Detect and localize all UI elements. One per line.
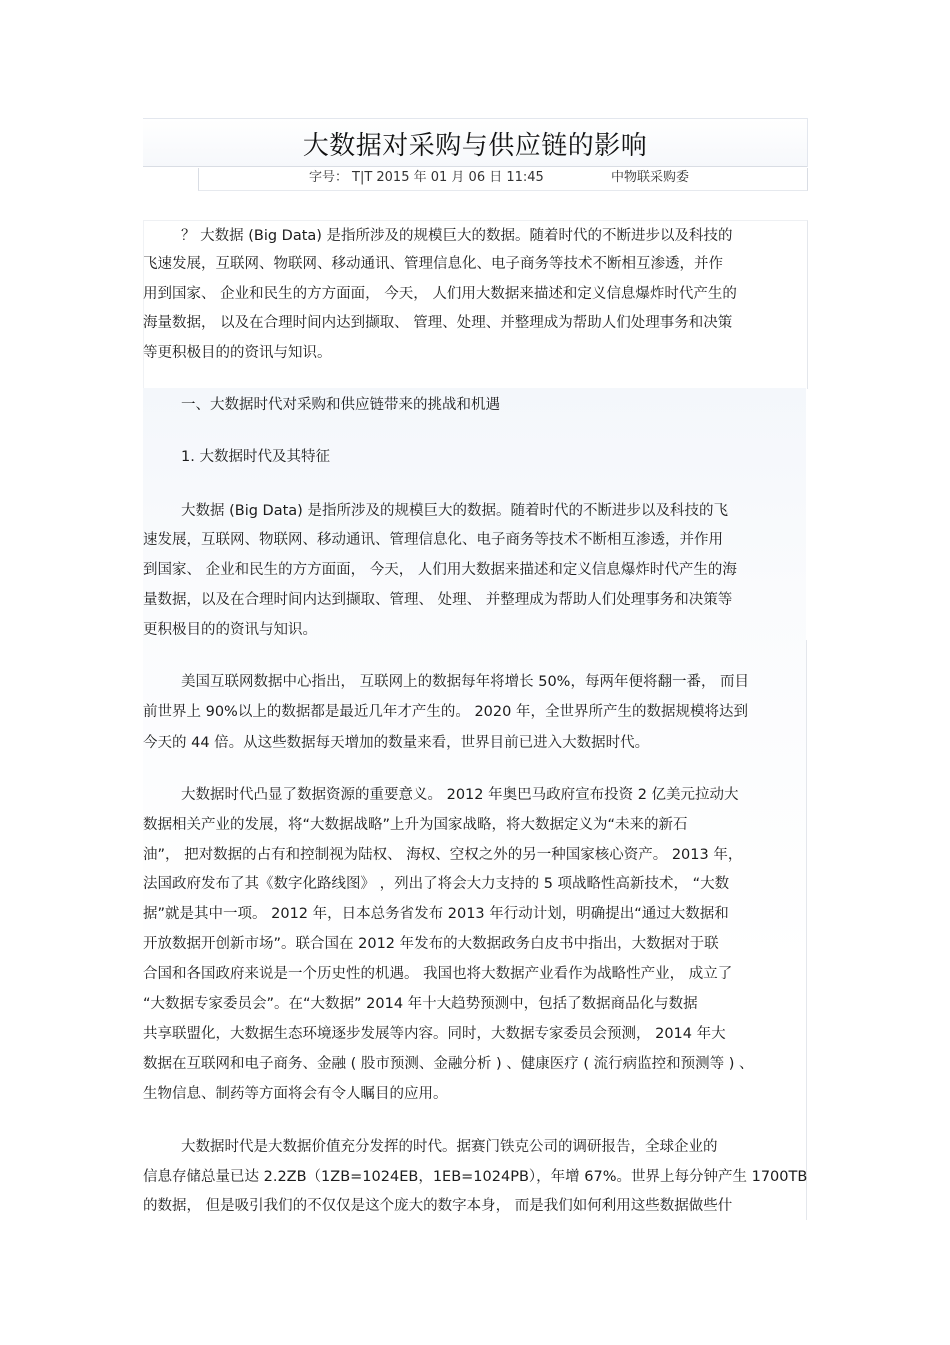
paragraph-line: 据”就是其中一项。 2012 年，日本总务省发布 2013 年行动计划，明确提出“通过大数据和 [143, 906, 729, 922]
font-size-label[interactable]: 字号： [309, 170, 349, 185]
paragraph-line: 美国互联网数据中心指出， 互联网上的数据每年将增长 50%，每两年便将翻一番， 而目 [181, 674, 750, 690]
paragraph-line: 速发展，互联网、物联网、移动通讯、管理信息化、电子商务等技术不断相互渗透，并作用 [143, 532, 723, 548]
intro-line: 海量数据， 以及在合理时间内达到撷取、 管理、处理、并整理成为帮助人们处理事务和决策 [143, 315, 733, 331]
paragraph-line: 前世界上 90%以上的数据都是最近几年才产生的。 2020 年，全世界所产生的数据规模将达到 [143, 704, 748, 720]
paragraph-line: 今天的 44 倍。从这些数据每天增加的数量来看，世界目前已进入大数据时代。 [143, 735, 650, 751]
paragraph-line: 信息存储总量已达 2.2ZB（1ZB=1024EB，1EB=1024PB），年增 67%。世界上每分钟产生 1700TB [143, 1169, 808, 1185]
intro-line: 飞速发展，互联网、物联网、移动通讯、管理信息化、电子商务等技术不断相互渗透，并作 [143, 256, 723, 272]
paragraph-line: 更积极目的的资讯与知识。 [143, 622, 317, 638]
paragraph-line: 量数据，以及在合理时间内达到撷取、管理、 处理、 并整理成为帮助人们处理事务和决策等 [143, 592, 733, 608]
source-label: 中物联采购委 [611, 170, 690, 185]
intro-line: 用到国家、 企业和民生的方方面面， 今天， 人们用大数据来描述和定义信息爆炸时代产生的 [143, 286, 737, 302]
paragraph-line: 大数据时代是大数据价值充分发挥的时代。据赛门铁克公司的调研报告，全球企业的 [181, 1139, 718, 1155]
paragraph-line: 大数据 (Big Data) 是指所涉及的规模巨大的数据。随着时代的不断进步以及科技的飞 [181, 503, 728, 519]
intro-line: ？ 大数据 (Big Data) 是指所涉及的规模巨大的数据。随着时代的不断进步以及科技的 [181, 228, 733, 244]
paragraph-line: 油”， 把对数据的占有和控制视为陆权、 海权、空权之外的另一种国家核心资产。 2013 年， [143, 847, 743, 863]
paragraph-line: 数据在互联网和电子商务、金融 ( 股市预测、金融分析 ) 、健康医疗 ( 流行病监控和预测等 ) 、 [143, 1056, 754, 1072]
paragraph-line: “大数据专家委员会”。在“大数据” 2014 年十大趋势预测中，包括了数据商品化与数据 [143, 996, 698, 1012]
section-heading: 一、大数据时代对采购和供应链带来的挑战和机遇 [181, 397, 500, 413]
page-title: 大数据对采购与供应链的影响 [302, 131, 648, 161]
title-divider [143, 166, 807, 167]
paragraph-line: 法国政府发布了其《数字化路线图》 ，列出了将会大力支持的 5 项战略性高新技术， “大数 [143, 876, 730, 892]
paragraph-line: 大数据时代凸显了数据资源的重要意义。 2012 年奥巴马政府宣布投资 2 亿美元拉动大 [181, 787, 739, 803]
paragraph-line: 生物信息、制药等方面将会有令人瞩目的应用。 [143, 1086, 448, 1102]
paragraph-line: 数据相关产业的发展，将“大数据战略”上升为国家战略，将大数据定义为“未来的新石 [143, 817, 688, 833]
paragraph-line: 开放数据开创新市场”。联合国在 2012 年发布的大数据政务白皮书中指出，大数据对于联 [143, 936, 719, 952]
paragraph-line: 到国家、 企业和民生的方方面面， 今天， 人们用大数据来描述和定义信息爆炸时代产生的海 [143, 562, 737, 578]
publish-date: T|T 2015 年 01 月 06 日 11:45 [352, 170, 544, 185]
paragraph-line: 共享联盟化，大数据生态环境逐步发展等内容。同时，大数据专家委员会预测， 2014 年大 [143, 1026, 726, 1042]
subsection-heading: 1. 大数据时代及其特征 [181, 449, 330, 465]
body-right-border [806, 640, 807, 1220]
paragraph-line: 的数据， 但是吸引我们的不仅仅是这个庞大的数字本身， 而是我们如何利用这些数据做些什 [143, 1198, 733, 1214]
paragraph-line: 合国和各国政府来说是一个历史性的机遇。 我国也将大数据产业看作为战略性产业， 成立了 [143, 966, 733, 982]
intro-line: 等更积极目的的资讯与知识。 [143, 345, 332, 361]
